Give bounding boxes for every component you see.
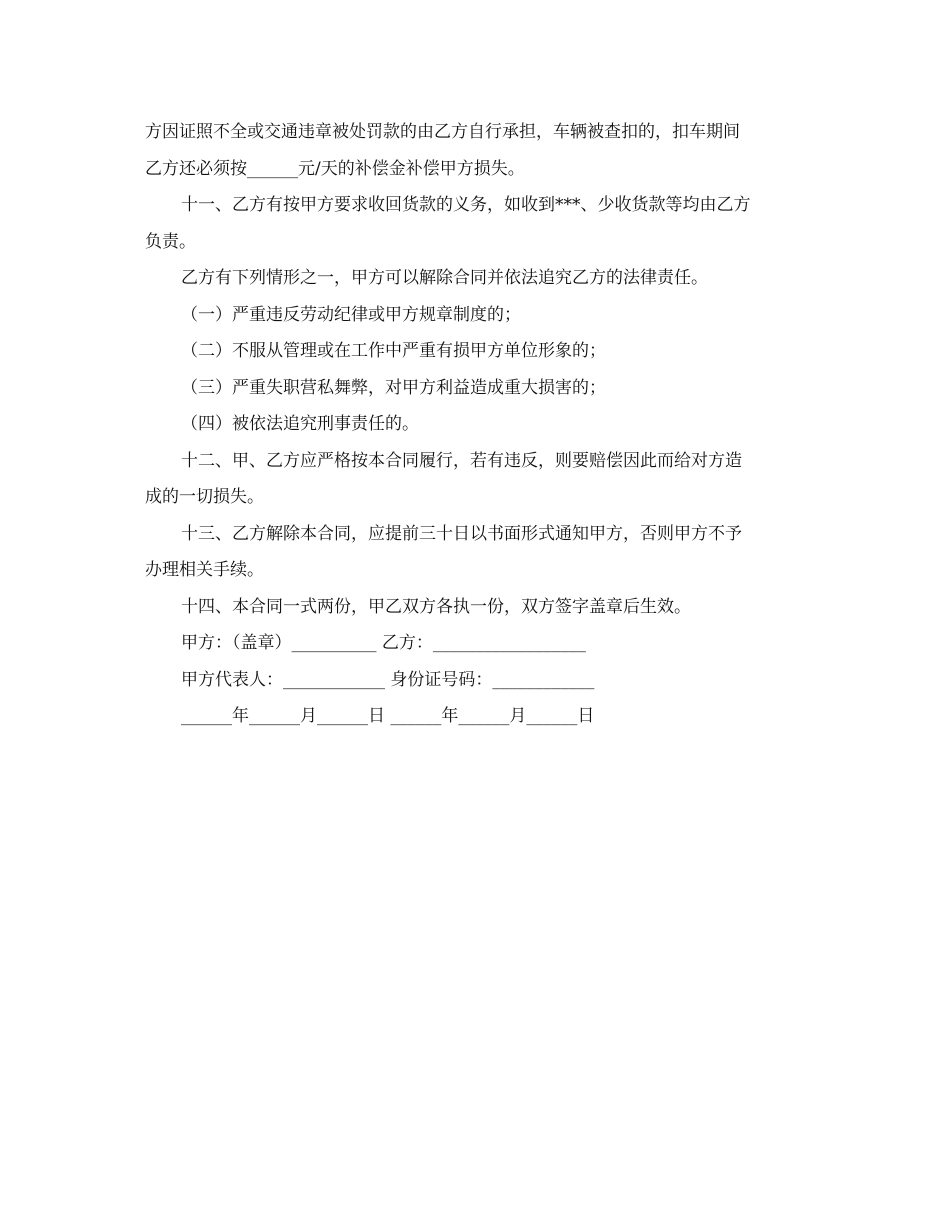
- clause-11-line-2: 负责。: [145, 231, 196, 252]
- clause-13-line-1: 十三、乙方解除本合同，应提前三十日以书面形式通知甲方，否则甲方不予: [181, 523, 742, 544]
- clause-13-line-2: 办理相关手续。: [145, 560, 264, 580]
- termination-condition-2: （二）不服从管理或在工作中严重有损甲方单位形象的；: [181, 341, 606, 361]
- signature-party-line: 甲方：（盖章）__________ 乙方：__________________: [181, 633, 586, 653]
- clause-12-line-2: 成的一切损失。: [145, 487, 264, 507]
- clause-10-continuation-line-2: 乙方还必须按______元/天的补偿金补偿甲方损失。: [145, 158, 525, 179]
- signature-date-line: ______年______月______日 ______年______月______日: [181, 706, 595, 726]
- contract-body: [145, 114, 815, 735]
- termination-condition-1: （一）严重违反劳动纪律或甲方规章制度的；: [181, 304, 521, 325]
- termination-conditions-intro: 乙方有下列情形之一，甲方可以解除合同并依法追究乙方的法律责任。: [181, 268, 708, 288]
- termination-condition-3: （三）严重失职营私舞弊，对甲方利益造成重大损害的；: [181, 377, 606, 398]
- termination-condition-4: （四）被依法追究刑事责任的。: [181, 414, 419, 434]
- signature-representative-line: 甲方代表人：____________ 身份证号码：____________: [181, 669, 595, 690]
- clause-12-line-1: 十二、甲、乙方应严格按本合同履行，若有违反，则要赔偿因此而给对方造: [181, 450, 742, 471]
- clause-14: 十四、本合同一式两份，甲乙双方各执一份，双方签字盖章后生效。: [181, 596, 691, 617]
- clause-10-continuation-line-1: 方因证照不全或交通违章被处罚款的由乙方自行承担，车辆被查扣的，扣车期间: [145, 122, 740, 142]
- clause-11-line-1: 十一、乙方有按甲方要求收回货款的义务，如收到***、少收货款等均由乙方: [181, 195, 751, 215]
